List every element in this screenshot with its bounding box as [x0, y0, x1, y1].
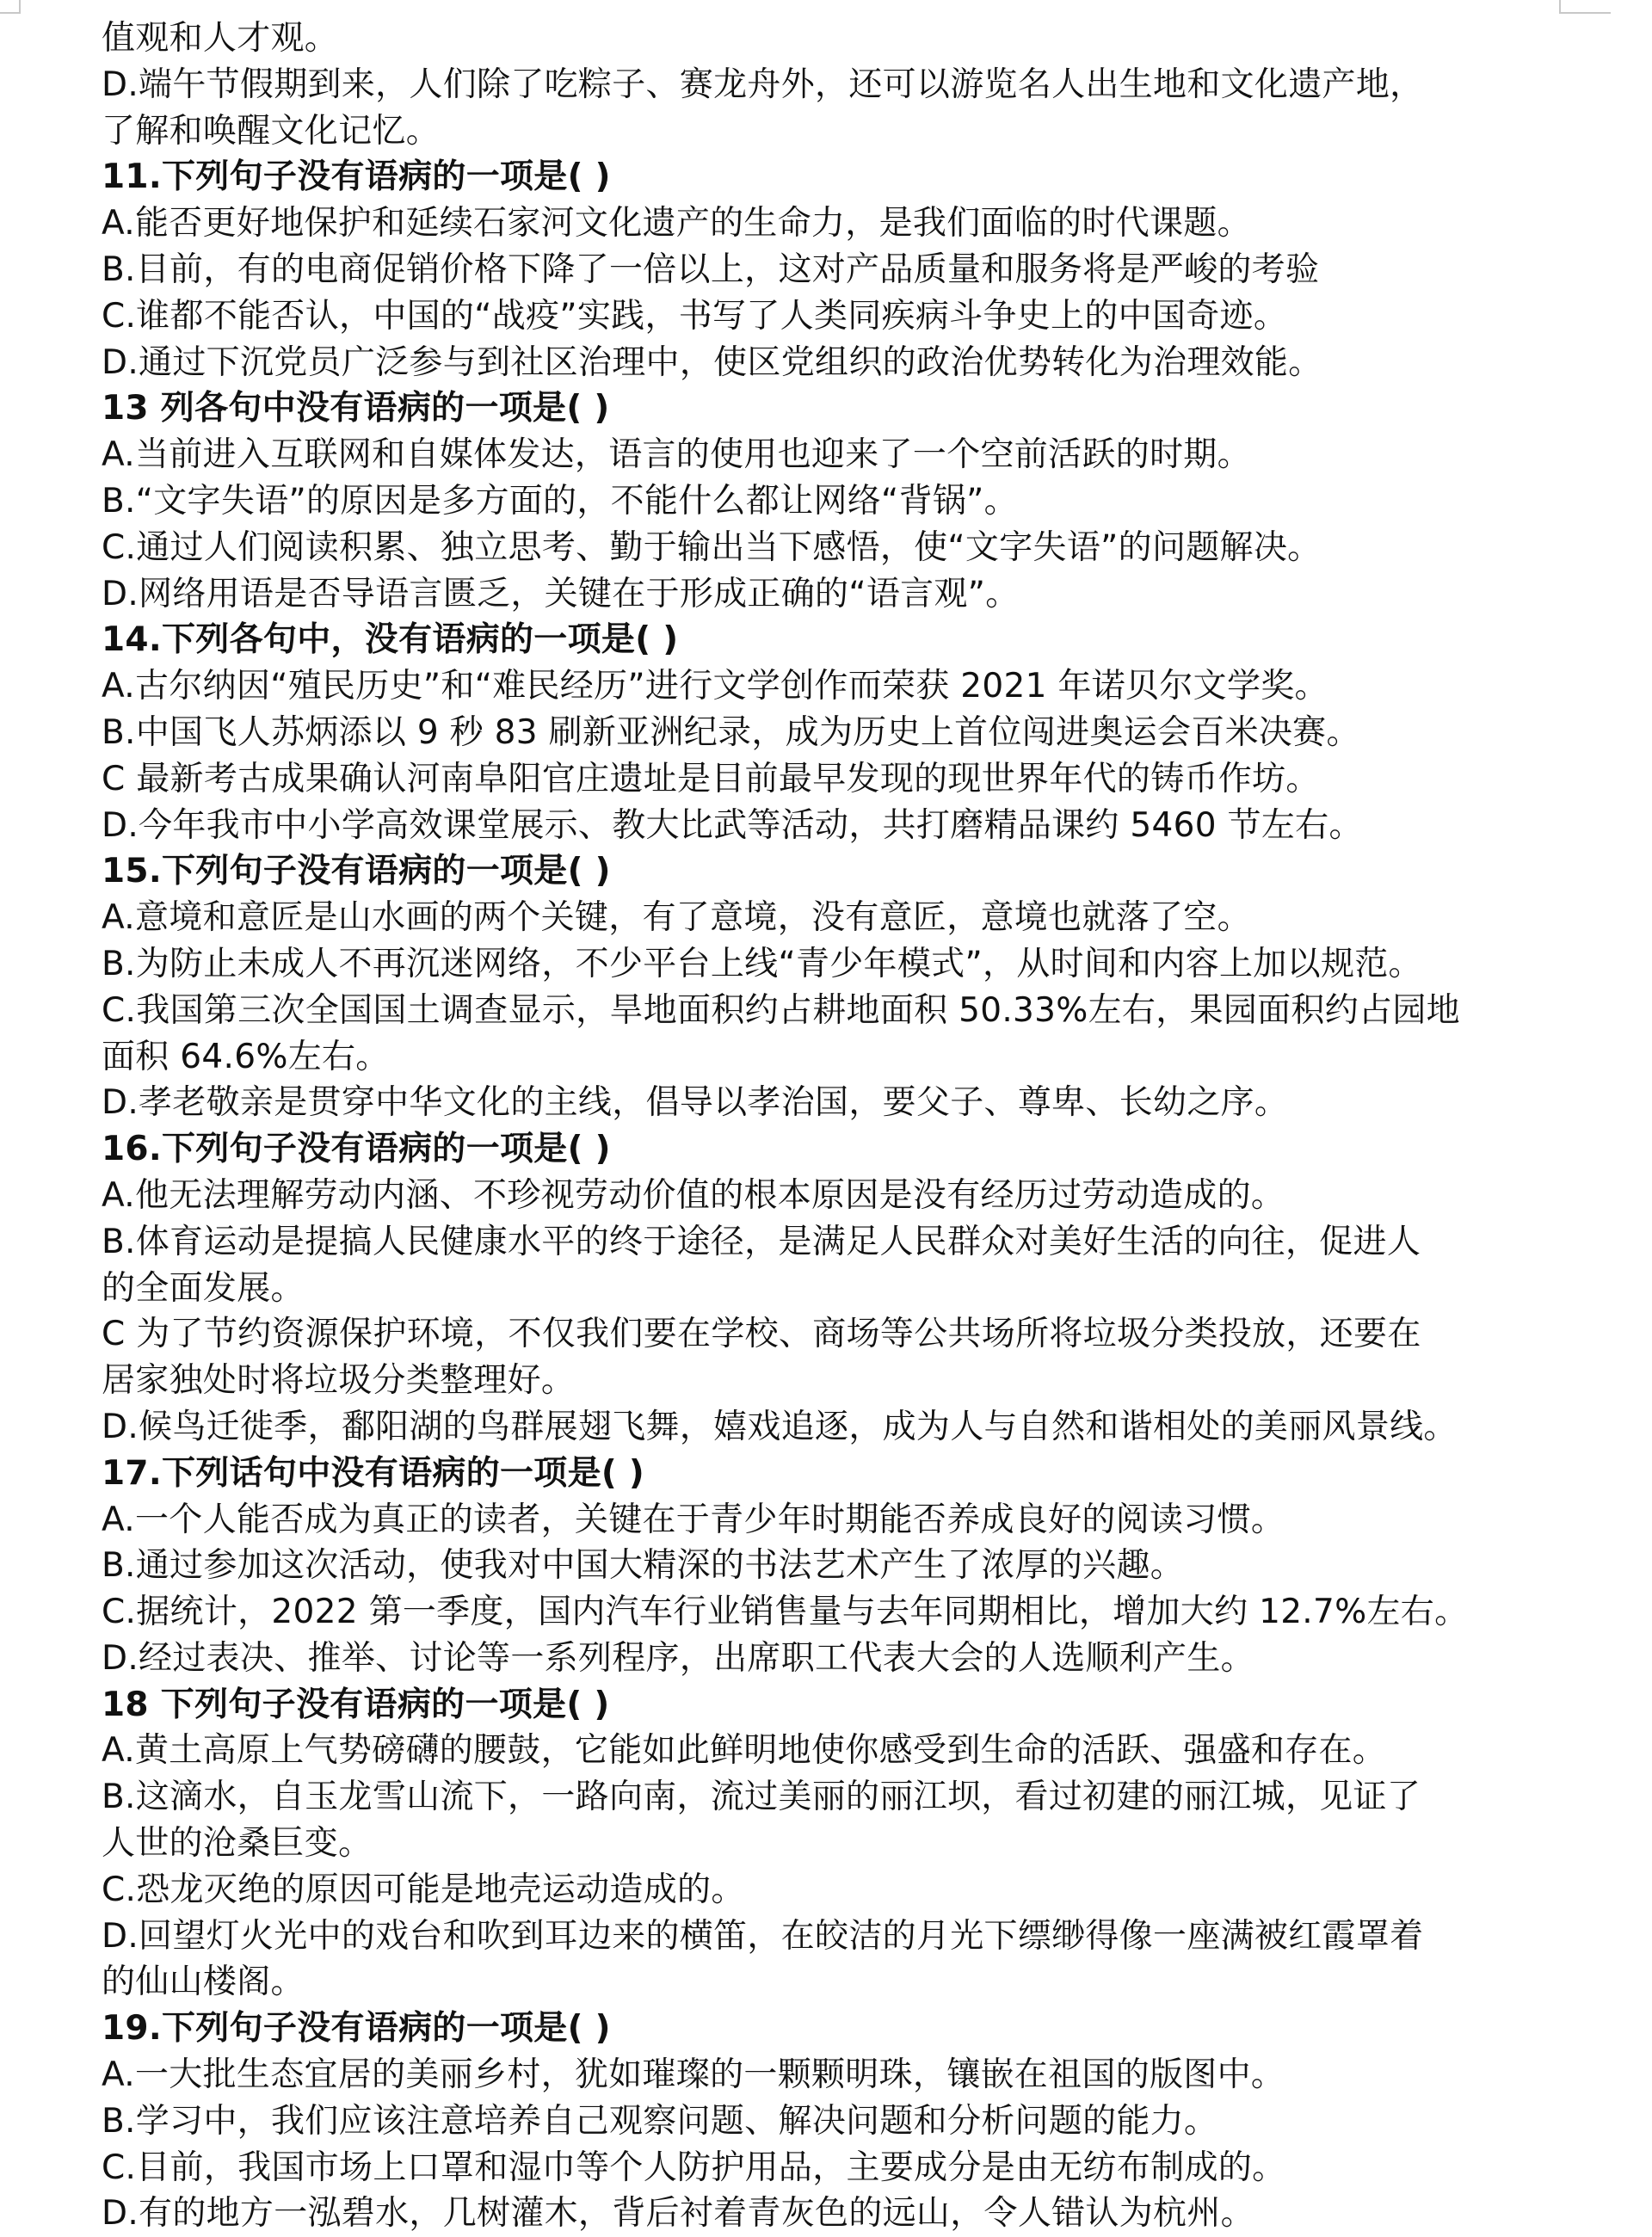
text-line: B.为防止未成人不再沉迷网络，不少平台上线“青少年模式”，从时间和内容上加以规范。: [102, 944, 1422, 983]
text-line: 值观和人才观。: [102, 19, 339, 58]
text-line: B.体育运动是提搞人民健康水平的终于途径，是满足人民群众对美好生活的向往，促进人: [102, 1222, 1421, 1261]
question-heading: 14.下列各句中，没有语病的一项是( ): [102, 620, 679, 660]
text-line: D.通过下沉党员广泛参与到社区治理中，使区党组织的政治优势转化为治理效能。: [102, 342, 1322, 382]
text-line: D.孝老敬亲是贯穿中华文化的主线，倡导以孝治国，要父子、尊卑、长幼之序。: [102, 1083, 1289, 1123]
text-line: 人世的沧桑巨变。: [102, 1824, 373, 1864]
text-line: C.据统计，2022 第一季度，国内汽车行业销售量与去年同期相比，增加大约 12.7%左右。: [102, 1593, 1469, 1632]
text-line: A.古尔纳因“殖民历史”和“难民经历”进行文学创作而荣获 2021 年诺贝尔文学奖。: [102, 667, 1328, 706]
text-line: B.“文字失语”的原因是多方面的，不能什么都让网络“背锅”。: [102, 481, 1018, 521]
text-line: A.黄土高原上气势磅礴的腰鼓，它能如此鲜明地使你感受到生命的活跃、强盛和存在。: [102, 1731, 1387, 1771]
text-line: 面积 64.6%左右。: [102, 1037, 390, 1076]
text-line: A.当前进入互联网和自媒体发达，语言的使用也迎来了一个空前活跃的时期。: [102, 435, 1251, 475]
text-line: D.有的地方一泓碧水，几树灌木，背后衬着青灰色的远山，令人错认为杭州。: [102, 2194, 1254, 2234]
text-line: D.经过表决、推举、讨论等一系列程序，出席职工代表大会的人选顺利产生。: [102, 1638, 1254, 1678]
crop-mark-top-right: [1559, 12, 1611, 14]
question-heading: 18 下列句子没有语病的一项是( ): [102, 1685, 610, 1724]
crop-mark-top-left-vertical: [19, 0, 21, 14]
text-line: 的仙山楼阁。: [102, 1963, 305, 2002]
text-line: B.通过参加这次活动，使我对中国大精深的书法艺术产生了浓厚的兴趣。: [102, 1546, 1185, 1586]
text-line: D.端午节假期到来，人们除了吃粽子、赛龙舟外，还可以游览名人出生地和文化遗产地，: [102, 65, 1424, 104]
text-line: 居家独处时将垃圾分类整理好。: [102, 1361, 576, 1401]
question-heading: 13 列各句中没有语病的一项是( ): [102, 389, 610, 428]
text-line: 了解和唤醒文化记忆。: [102, 111, 441, 151]
text-line: D.回望灯火光中的戏台和吹到耳边来的横笛，在皎洁的月光下缥缈得像一座满被红霞罩着: [102, 1916, 1424, 1956]
text-line: C.恐龙灭绝的原因可能是地壳运动造成的。: [102, 1870, 745, 1909]
text-line: A.意境和意匠是山水画的两个关键，有了意境，没有意匠，意境也就落了空。: [102, 898, 1251, 938]
text-line: B.这滴水，自玉龙雪山流下，一路向南，流过美丽的丽江坝，看过初建的丽江城，见证了: [102, 1778, 1421, 1817]
text-line: D.网络用语是否导语言匮乏，关键在于形成正确的“语言观”。: [102, 574, 1020, 613]
text-line: B.目前，有的电商促销价格下降了一倍以上，这对产品质量和服务将是严峻的考验: [102, 250, 1320, 289]
text-line: 的全面发展。: [102, 1268, 305, 1308]
question-heading: 16.下列句子没有语病的一项是( ): [102, 1130, 611, 1169]
text-line: C.通过人们阅读积累、独立思考、勤于输出当下感悟，使“文字失语”的问题解决。: [102, 527, 1322, 567]
text-line: C 为了节约资源保护环境，不仅我们要在学校、商场等公共场所将垃圾分类投放，还要在: [102, 1315, 1421, 1354]
text-line: C 最新考古成果确认河南阜阳官庄遗址是目前最早发现的现世界年代的铸币作坊。: [102, 759, 1320, 798]
text-line: C.谁都不能否认，中国的“战疫”实践，书写了人类同疾病斗争史上的中国奇迹。: [102, 296, 1288, 336]
crop-mark-top-left: [0, 12, 19, 14]
text-line: C.我国第三次全国国土调查显示，旱地面积约占耕地面积 50.33%左右，果园面积约占园地: [102, 990, 1460, 1030]
text-line: C.目前，我国市场上口罩和湿巾等个人防护用品，主要成分是由无纺布制成的。: [102, 2148, 1286, 2187]
text-line: B.学习中，我们应该注意培养自己观察问题、解决问题和分析问题的能力。: [102, 2101, 1218, 2141]
text-line: D.今年我市中小学高效课堂展示、教大比武等活动，共打磨精品课约 5460 节左右。: [102, 805, 1363, 845]
text-line: B.中国飞人苏炳添以 9 秒 83 刷新亚洲纪录，成为历史上首位闯进奥运会百米决赛。: [102, 712, 1360, 752]
text-line: A.一大批生态宜居的美丽乡村，犹如璀璨的一颗颗明珠，镶嵌在祖国的版图中。: [102, 2055, 1285, 2095]
document-text: [102, 15, 1564, 2237]
text-line: A.一个人能否成为真正的读者，关键在于青少年时期能否养成良好的阅读习惯。: [102, 1500, 1285, 1539]
text-line: A.能否更好地保护和延续石家河文化遗产的生命力，是我们面临的时代课题。: [102, 204, 1251, 243]
question-heading: 17.下列话句中没有语病的一项是( ): [102, 1453, 645, 1493]
question-heading: 15.下列句子没有语病的一项是( ): [102, 852, 611, 891]
crop-mark-top-right-vertical: [1559, 0, 1561, 14]
question-heading: 11.下列句子没有语病的一项是( ): [102, 157, 611, 197]
question-heading: 19.下列句子没有语病的一项是( ): [102, 2009, 611, 2049]
text-line: D.候鸟迁徙季，鄱阳湖的鸟群展翅飞舞，嬉戏追逐，成为人与自然和谐相处的美丽风景线。: [102, 1407, 1458, 1446]
text-line: A.他无法理解劳动内涵、不珍视劳动价值的根本原因是没有经历过劳动造成的。: [102, 1175, 1285, 1215]
